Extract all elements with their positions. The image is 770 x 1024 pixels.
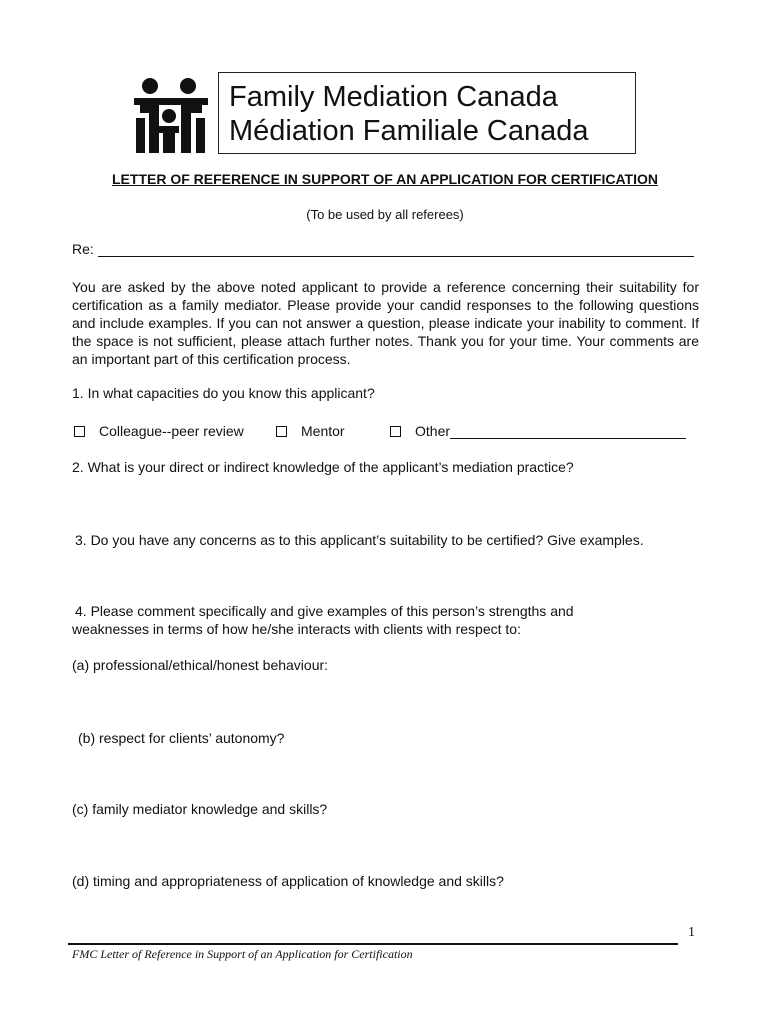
fmc-logo [132,74,210,154]
option-mentor[interactable] [276,423,345,439]
checkbox-icon[interactable] [276,426,287,437]
re-input-line[interactable] [98,256,694,257]
question-4d: (d) timing and appropriateness of application of knowledge and skills? [72,873,504,889]
org-name-french: Médiation Familiale Canada [229,115,589,147]
option-colleague[interactable] [74,423,244,439]
organization-title-box [218,72,636,154]
checkbox-icon[interactable] [390,426,401,437]
org-name-english: Family Mediation Canada [229,81,558,113]
question-1: 1. In what capacities do you know this applicant? [72,385,375,401]
question-4-line-2: weaknesses in terms of how he/she interacts with clients with respect to: [72,621,521,637]
question-2: 2. What is your direct or indirect knowledge of the applicant’s mediation practice? [72,459,574,475]
question-3: 3. Do you have any concerns as to this applicant’s suitability to be certified? Give examples. [75,532,644,548]
question-4-line-1: 4. Please comment specifically and give examples of this person’s strengths and [75,603,574,619]
family-logo-icon [132,74,210,154]
footer-divider [68,943,678,945]
other-input-line[interactable] [450,424,686,439]
option-other[interactable] [390,423,686,439]
footer-text: FMC Letter of Reference in Support of an Application for Certification [72,947,413,961]
document-title: LETTER OF REFERENCE IN SUPPORT OF AN APPLICATION FOR CERTIFICATION [112,171,658,187]
page-number: 1 [688,925,695,940]
option-other-label: Other [415,423,451,439]
document-subtitle: (To be used by all referees) [306,207,464,222]
intro-paragraph: You are asked by the above noted applicant to provide a reference concerning their suitability for certification as a family mediator. Please provide your candid responses to the following questions and include examples. If you can not answer a question, please indicate your inability to comment. If the space is not sufficient, please attach further notes. Thank you for your time. Your comments are an important part of this certification process. [72,279,699,367]
option-colleague-label: Colleague--peer review [99,423,244,439]
option-mentor-label: Mentor [301,423,345,439]
question-4c: (c) family mediator knowledge and skills? [72,801,328,817]
question-4b: (b) respect for clients’ autonomy? [78,730,285,746]
checkbox-icon[interactable] [74,426,85,437]
question-4a: (a) professional/ethical/honest behaviour: [72,657,329,673]
re-label: Re: [72,241,94,257]
